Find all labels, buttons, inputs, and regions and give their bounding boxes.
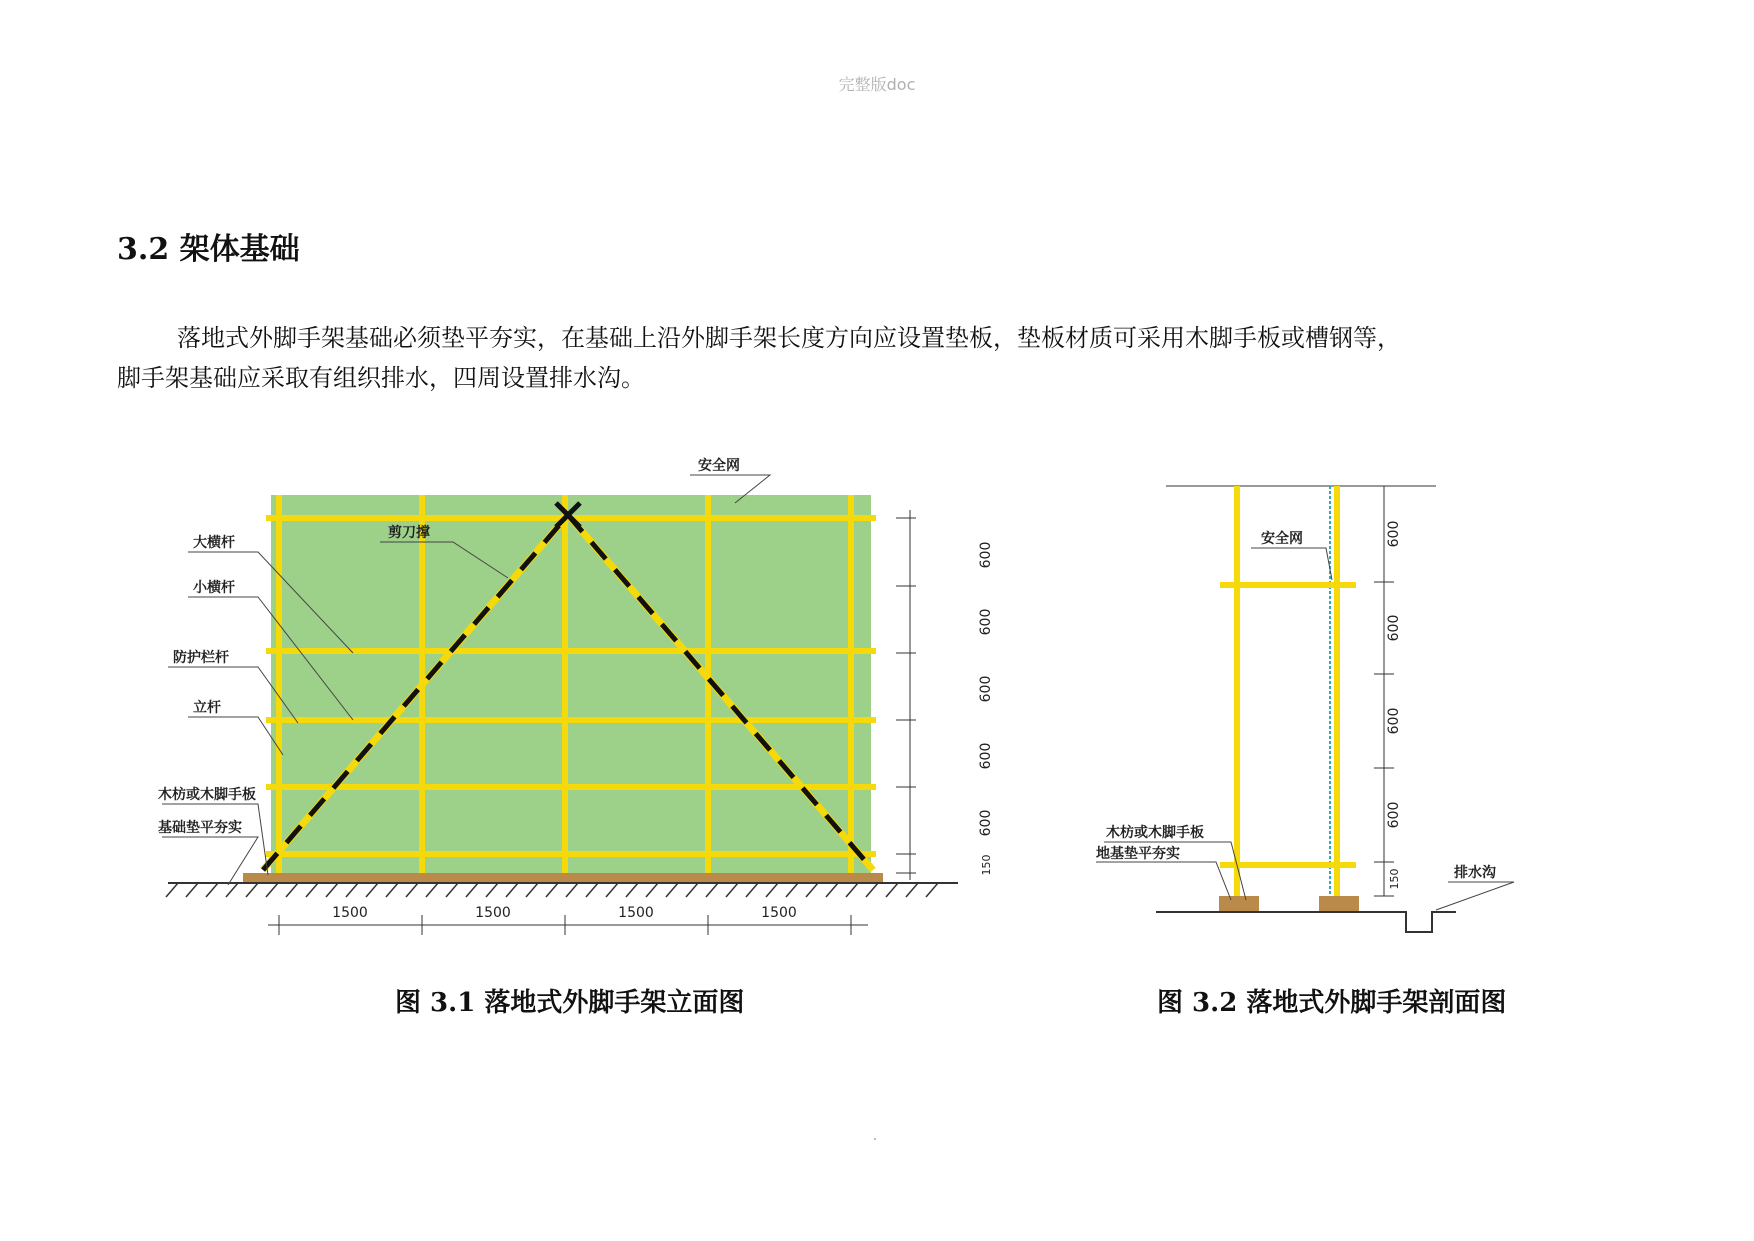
dim-v-1: 600 [978,541,994,569]
label-safety-net: 安全网 [698,458,740,474]
upright-pole [848,495,854,873]
safety-net-area [271,495,871,873]
dim-h-1: 1500 [332,905,368,921]
figure-caption-2: 图 3.2 落地式外脚手架剖面图 [1157,988,1507,1018]
dim-v-5: 600 [978,809,994,837]
dim2-v-3: 600 [1386,707,1402,735]
crossbar [266,851,876,857]
label-big-crossbar: 大横杆 [193,535,235,551]
dim-v-4: 600 [978,742,994,770]
elevation-drawing [158,455,994,945]
label-small-crossbar: 小横杆 [193,580,235,596]
figure-section [1036,470,1556,944]
section-drawing [1036,470,1556,940]
label-wood-board-2: 木枋或木脚手板 [1106,825,1204,841]
dim-h-4: 1500 [761,905,797,921]
wood-board [243,873,883,883]
label-drain: 排水沟 [1454,865,1496,881]
upright-pole [276,495,282,873]
paragraph-line-2: 脚手架基础应采取有组织排水，四周设置排水沟。 [117,364,645,392]
dim2-v-5: 150 [1388,868,1401,890]
dim-v-2: 600 [978,608,994,636]
wood-block-left [1219,896,1259,912]
figure-caption-1: 图 3.1 落地式外脚手架立面图 [395,988,745,1018]
dim-h-2: 1500 [475,905,511,921]
label-foundation-2: 地基垫平夯实 [1096,846,1180,862]
crossbar [266,717,876,723]
dim-v-3: 600 [978,675,994,703]
label-guard-rail: 防护栏杆 [173,650,229,666]
crossbar [266,648,876,654]
inner-upright [1234,486,1240,896]
section-heading: 3.2 架体基础 [117,232,300,267]
dim-h-3: 1500 [618,905,654,921]
label-foundation: 基础垫平夯实 [158,820,242,836]
figure-elevation [158,455,994,949]
outer-upright [1334,486,1340,896]
dim2-v-1: 600 [1386,520,1402,548]
ground-drain-profile [1156,912,1456,932]
page-header: 完整版doc [838,75,916,94]
crossbar [266,784,876,790]
crossbar [1220,862,1356,868]
paragraph-line-1: 落地式外脚手架基础必须垫平夯实，在基础上沿外脚手架长度方向应设置垫板，垫板材质可采用木脚手板或槽钢等， [177,324,1401,352]
body-paragraph [117,318,1657,398]
dim-v-6: 150 [980,854,993,876]
dim2-v-4: 600 [1386,801,1402,829]
dim2-v-2: 600 [1386,614,1402,642]
label-safety-net-2: 安全网 [1261,531,1303,547]
ground-hatch [166,883,938,897]
label-upright: 立杆 [193,700,221,716]
footer-dot [874,1138,876,1140]
upright-pole [562,495,568,873]
label-scissor-brace: 剪刀撑 [388,525,430,541]
wood-block-right [1319,896,1359,912]
crossbar [1220,582,1356,588]
label-wood-board: 木枋或木脚手板 [158,787,256,803]
